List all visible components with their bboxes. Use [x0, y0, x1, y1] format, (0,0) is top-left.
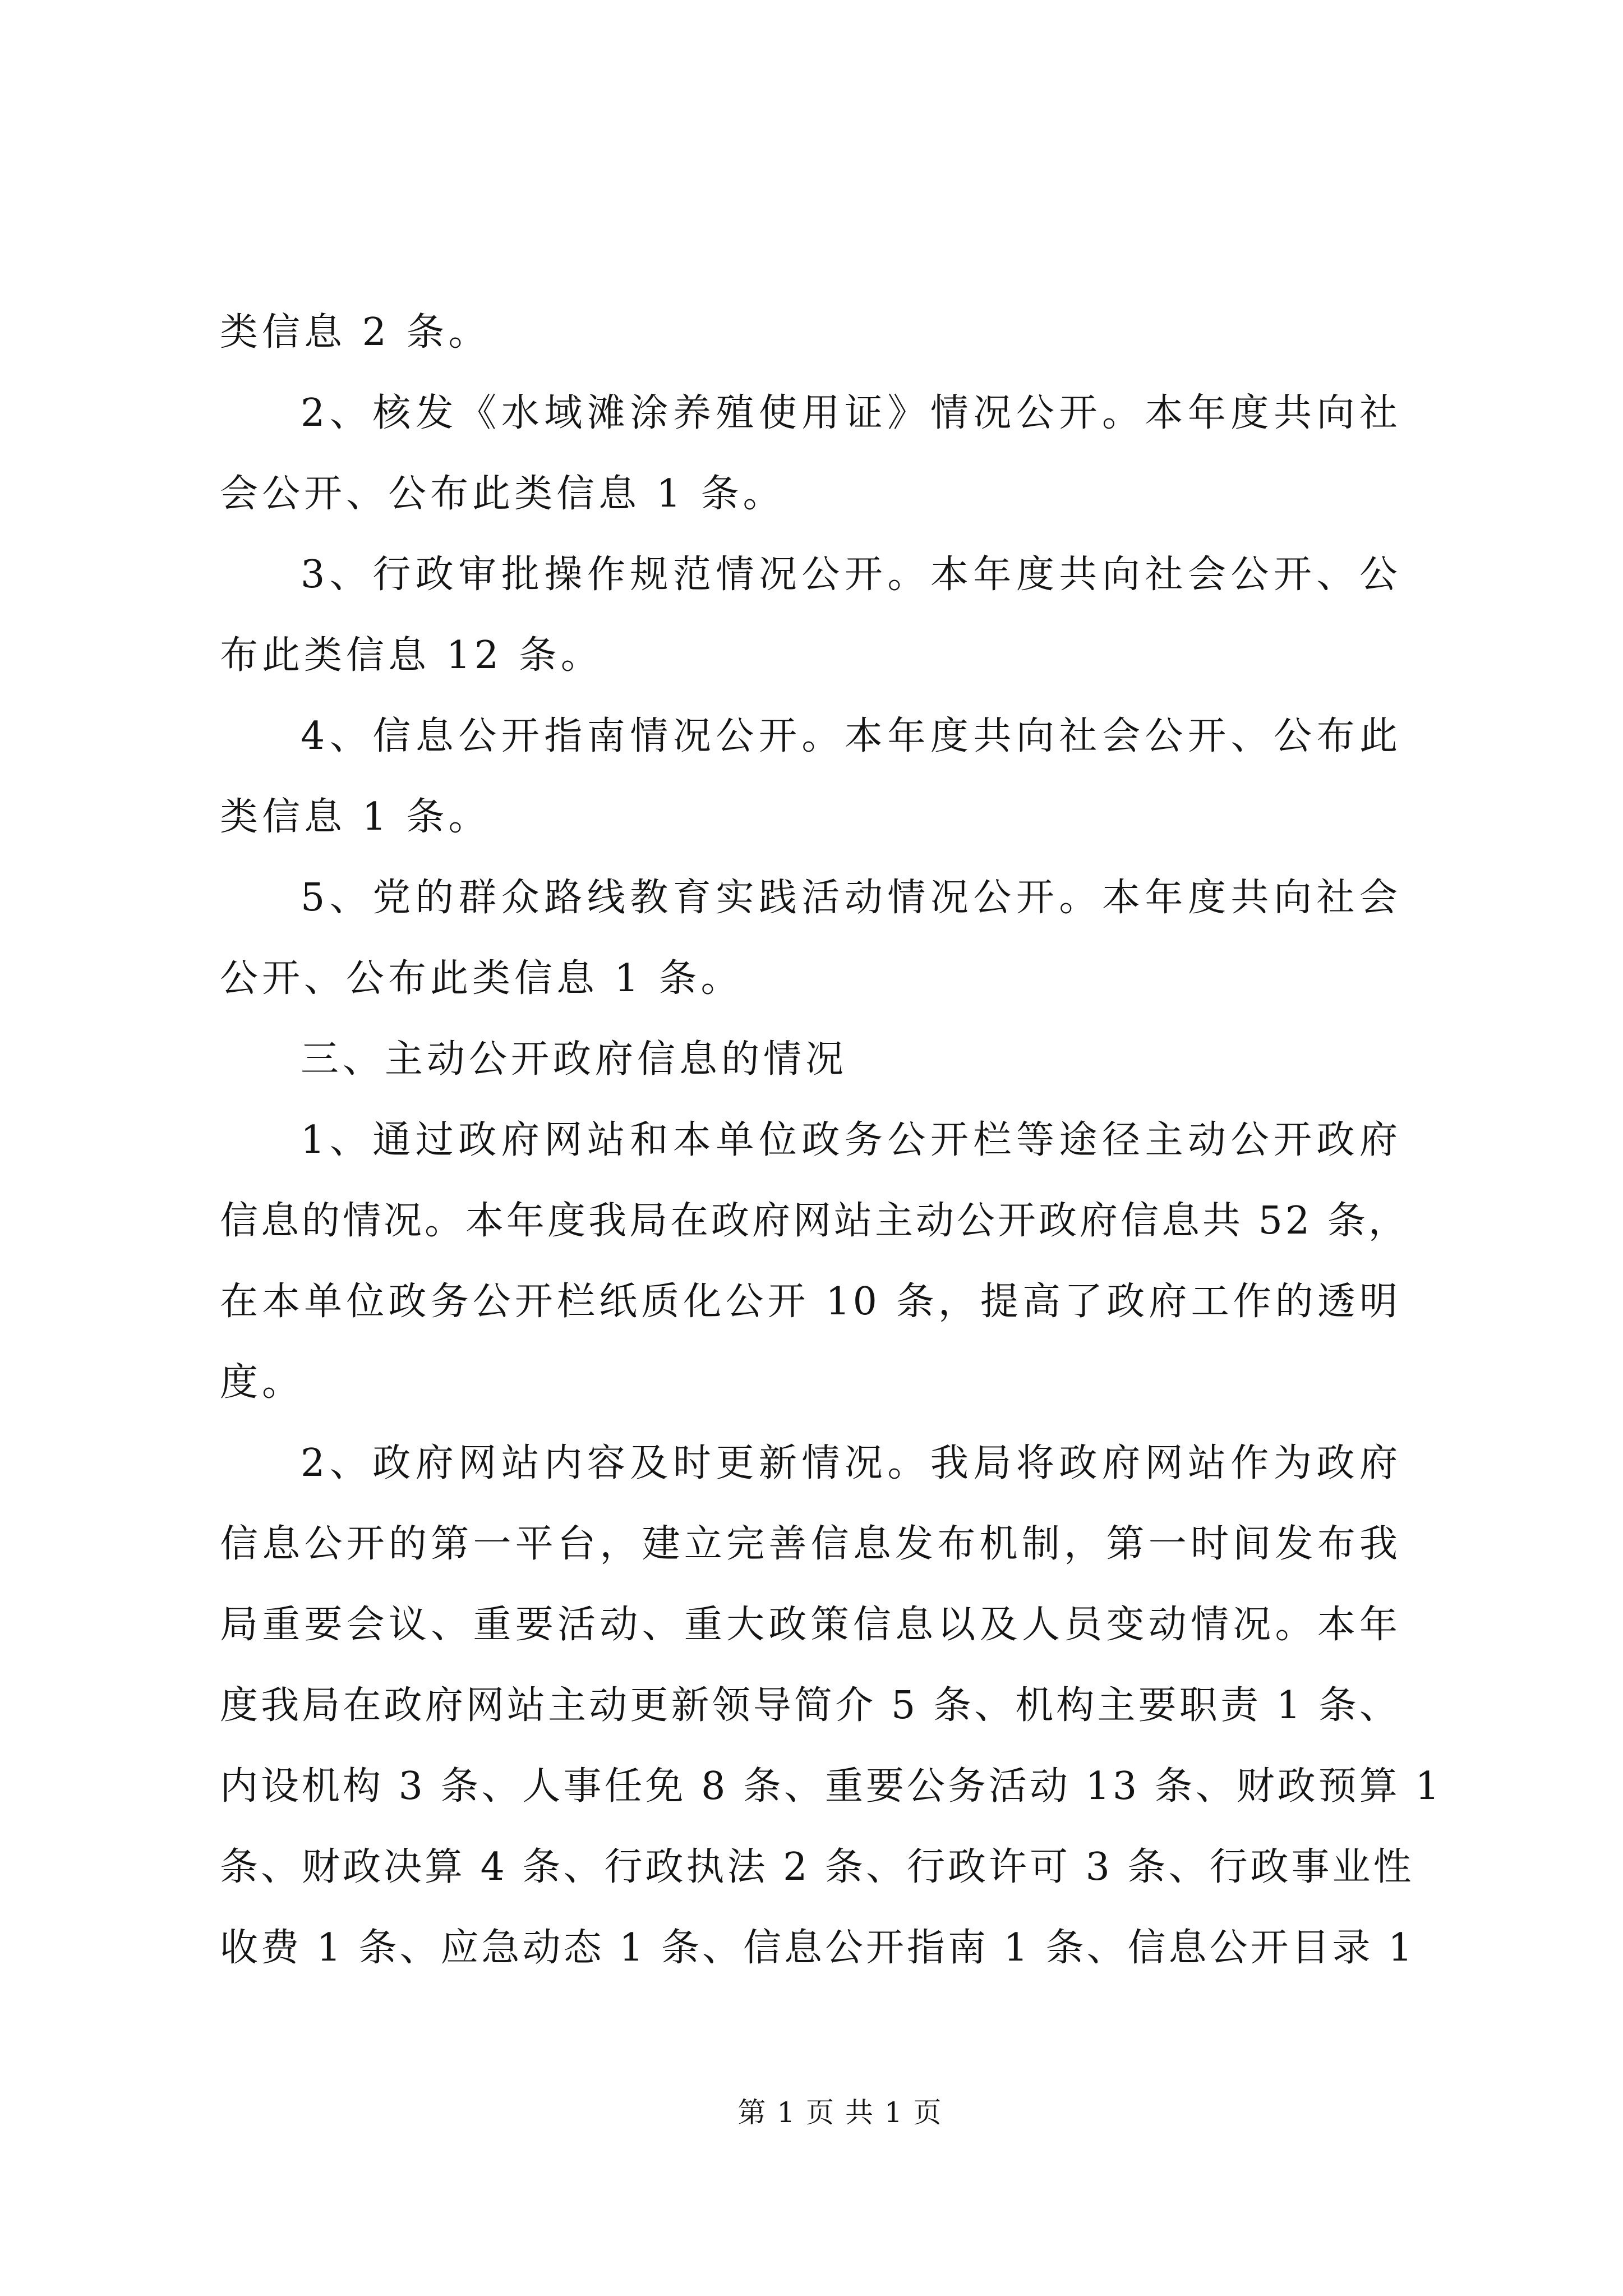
- paragraph: [220, 373, 1400, 535]
- paragraph: [220, 696, 1400, 858]
- paragraph-line: 度。: [220, 1360, 305, 1405]
- paragraph-line: 局重要会议、重要活动、重大政策信息以及人员变动情况。本年: [220, 1603, 1400, 1647]
- continued-paragraph: [220, 292, 1400, 373]
- paragraph-line: 内设机构 3 条、人事任免 8 条、重要公务活动 13 条、财政预算 1: [220, 1764, 1442, 1809]
- paragraph-line: 信息公开的第一平台，建立完善信息发布机制，第一时间发布我: [220, 1522, 1400, 1566]
- paragraph-line: 2、政府网站内容及时更新情况。我局将政府网站作为政府: [301, 1441, 1400, 1485]
- page-footer: 第 1 页 共 1 页: [737, 2096, 943, 2129]
- paragraph-line: 类信息 2 条。: [220, 310, 491, 355]
- paragraph-line: 3、行政审批操作规范情况公开。本年度共向社会公开、公: [301, 553, 1400, 597]
- paragraph-line: 收费 1 条、应急动态 1 条、信息公开指南 1 条、信息公开目录 1: [220, 1926, 1415, 1970]
- paragraph-line: 1、通过政府网站和本单位政务公开栏等途径主动公开政府: [301, 1118, 1400, 1162]
- paragraph-line: 会公开、公布此类信息 1 条。: [220, 472, 785, 516]
- paragraph-line: 2、核发《水域滩涂养殖使用证》情况公开。本年度共向社: [301, 391, 1400, 435]
- document-body: [220, 292, 1442, 1989]
- paragraph: [220, 1423, 1442, 1989]
- paragraph-line: 度我局在政府网站主动更新领导简介 5 条、机构主要职责 1 条、: [220, 1683, 1400, 1728]
- paragraph: [220, 535, 1400, 696]
- paragraph-line: 在本单位政务公开栏纸质化公开 10 条，提高了政府工作的透明: [220, 1280, 1400, 1324]
- paragraph: [220, 858, 1400, 1019]
- paragraph: [220, 1100, 1409, 1423]
- paragraph-line: 布此类信息 12 条。: [220, 633, 603, 678]
- paragraph-line: 条、财政决算 4 条、行政执法 2 条、行政许可 3 条、行政事业性: [220, 1845, 1414, 1889]
- section-heading: 三、主动公开政府信息的情况: [301, 1037, 848, 1082]
- paragraph-line: 公开、公布此类信息 1 条。: [220, 956, 743, 1001]
- paragraph-line: 类信息 1 条。: [220, 795, 491, 839]
- paragraph-line: 5、党的群众路线教育实践活动情况公开。本年度共向社会: [301, 876, 1400, 920]
- paragraph-line: 信息的情况。本年度我局在政府网站主动公开政府信息共 52 条，: [220, 1199, 1409, 1243]
- paragraph-line: 4、信息公开指南情况公开。本年度共向社会公开、公布此: [301, 714, 1400, 758]
